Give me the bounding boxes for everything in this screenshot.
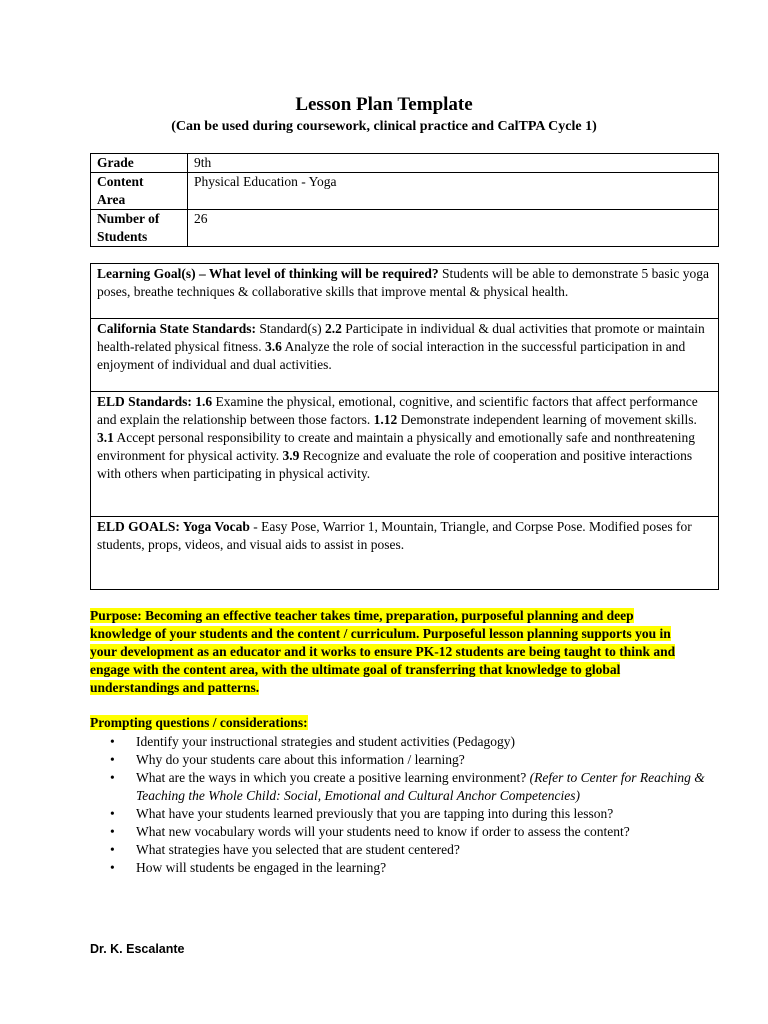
content-area-label-line1: Content xyxy=(97,174,144,189)
prompting-title xyxy=(90,714,308,732)
ca-standards-cell xyxy=(91,319,719,392)
ca-standards-text: Participate in individual & dual activities that promote or maintain health-related physical fitness. xyxy=(97,321,705,354)
eld-standard-number: 1.6 xyxy=(191,394,213,409)
table-row xyxy=(91,319,719,392)
table-row xyxy=(91,264,719,319)
eld-goals-label: ELD GOALS: Yoga Vocab xyxy=(97,519,250,534)
learning-goals-label: Learning Goal(s) – What level of thinking will be required? xyxy=(97,266,439,281)
goals-table xyxy=(90,263,719,590)
info-table xyxy=(90,153,719,247)
bullet-icon: • xyxy=(110,842,115,857)
footer-author: Dr. K. Escalante xyxy=(90,942,185,956)
content-area-value: Physical Education - Yoga xyxy=(188,173,719,210)
eld-standards-text: Examine the physical, emotional, cognitive, and scientific factors that affect performance and explain the relationship between those factors. xyxy=(97,394,698,427)
list-item xyxy=(110,769,726,805)
table-row xyxy=(91,210,719,247)
list-item-text: What have your students learned previously that you are tapping into during this lesson? xyxy=(136,806,614,821)
bullet-icon: • xyxy=(110,770,115,785)
table-row xyxy=(91,173,719,210)
students-label-line1: Number of xyxy=(97,211,160,226)
list-item xyxy=(110,805,726,823)
eld-standards-label: ELD Standards: xyxy=(97,394,192,409)
learning-goals-text: Students will be able to demonstrate 5 basic yoga poses, breathe techniques & collaborative skills that improve mental & physical health. xyxy=(97,266,709,299)
list-item xyxy=(110,823,726,841)
students-label-line2: Students xyxy=(97,229,148,244)
eld-standards-cell xyxy=(91,392,719,517)
list-item-text: What new vocabulary words will your students need to know if order to assess the content? xyxy=(136,824,630,839)
purpose-text: Purpose: Becoming an effective teacher takes time, preparation, purposeful planning and deep knowledge of your students and the content / curriculum. Purposeful lesson planning supports you in your development as an educator and it works to ensure PK-12 students are being taught to think and engage with the content area, with the ultimate goal of transferring that knowledge to global understandings and patterns. xyxy=(90,608,676,695)
table-row xyxy=(91,517,719,590)
list-item-text: Identify your instructional strategies and student activities (Pedagogy) xyxy=(136,734,516,749)
prompting-title-text: Prompting questions / considerations: xyxy=(90,715,308,730)
eld-goals-cell xyxy=(91,517,719,590)
ca-standards-label: California State Standards: xyxy=(97,321,257,336)
content-area-label-line2: Area xyxy=(97,192,126,207)
eld-standards-text: Demonstrate independent learning of movement skills. xyxy=(397,412,697,427)
ca-standard-number: 2.2 xyxy=(325,321,342,336)
eld-standard-number: 1.12 xyxy=(373,412,398,427)
eld-standards-text: Accept personal responsibility to create and maintain a physically and emotionally safe and nonthreatening environment for physical activity. xyxy=(97,430,695,463)
bullet-icon: • xyxy=(110,860,115,875)
bullet-icon: • xyxy=(110,734,115,749)
eld-standard-number: 3.9 xyxy=(282,448,300,463)
content-area-label xyxy=(91,173,188,210)
learning-goals-cell xyxy=(91,264,719,319)
ca-standards-text: Standard(s) xyxy=(256,321,325,336)
purpose-paragraph xyxy=(90,607,690,697)
list-item xyxy=(110,733,726,751)
ca-standards-text: Analyze the role of social interaction in the successful participation in and enjoyment of individual and dual activities. xyxy=(97,339,686,372)
list-item-text: What strategies have you selected that are student centered? xyxy=(136,842,460,857)
bullet-icon: • xyxy=(110,824,115,839)
list-item xyxy=(110,841,726,859)
list-item-italic-text: (Refer to Center for Reaching & Teaching the Whole Child: Social, Emotional and Cultural Anchor Competencies) xyxy=(136,770,705,803)
bullet-icon: • xyxy=(110,806,115,821)
page-subtitle: (Can be used during coursework, clinical practice and CalTPA Cycle 1) xyxy=(171,119,597,134)
eld-standards-text: Recognize and evaluate the role of cooperation and positive interactions with others when participating in physical activity. xyxy=(97,448,693,481)
eld-standard-number: 3.1 xyxy=(97,430,114,445)
table-row xyxy=(91,392,719,517)
list-item xyxy=(110,751,726,769)
students-label xyxy=(91,210,188,247)
page-title: Lesson Plan Template xyxy=(295,94,473,115)
table-row xyxy=(91,154,719,173)
list-item-text: What are the ways in which you create a positive learning environment? xyxy=(136,770,530,785)
students-value: 26 xyxy=(188,210,719,247)
ca-standard-number: 3.6 xyxy=(264,339,282,354)
bullet-icon: • xyxy=(110,752,115,767)
list-item-text: How will students be engaged in the learning? xyxy=(136,860,387,875)
grade-value: 9th xyxy=(188,154,719,173)
list-item-text: Why do your students care about this information / learning? xyxy=(136,752,465,767)
prompting-list xyxy=(90,733,726,877)
eld-goals-text: - Easy Pose, Warrior 1, Mountain, Triangle, and Corpse Pose. Modified poses for students, props, videos, and visual aids to assist in poses. xyxy=(97,519,692,552)
grade-label: Grade xyxy=(91,154,188,173)
list-item xyxy=(110,859,726,877)
